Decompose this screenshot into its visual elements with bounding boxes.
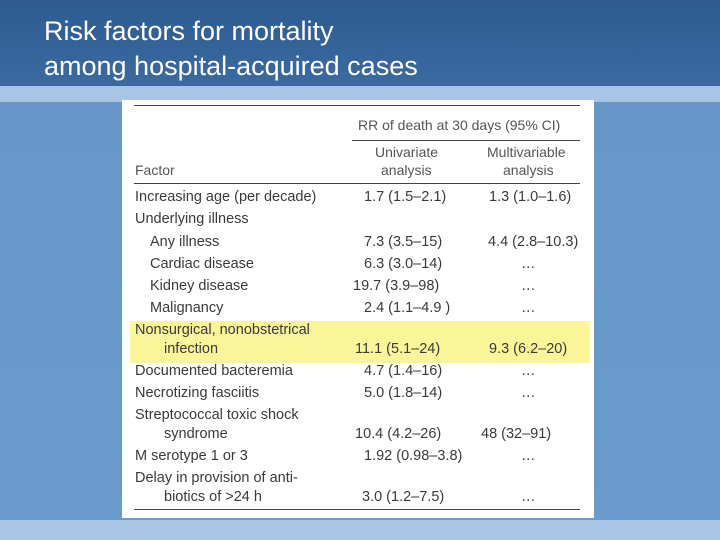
- table-bottom-rule: [134, 509, 580, 510]
- row-multivariable: 48 (32–91): [481, 426, 552, 442]
- row-multivariable: 1.3 (1.0–1.6): [489, 189, 572, 205]
- row-univariate: 4.7 (1.4–16): [364, 363, 443, 379]
- row-multivariable: …: [521, 363, 536, 379]
- row-univariate: 19.7 (3.9–98): [353, 278, 440, 294]
- row-univariate: 3.0 (1.2–7.5): [362, 489, 445, 505]
- header-bottom-rule: [134, 183, 580, 184]
- col-multivariable-line1: Multivariable: [487, 144, 566, 160]
- row-univariate: 6.3 (3.0–14): [364, 256, 443, 272]
- row-factor: Malignancy: [150, 300, 224, 316]
- group-header: RR of death at 30 days (95% CI): [358, 117, 561, 133]
- col-univariate-line1: Univariate: [375, 144, 439, 160]
- row-multivariable: 9.3 (6.2–20): [489, 341, 568, 357]
- row-factor: Documented bacteremia: [135, 363, 293, 379]
- row-factor-line1: Delay in provision of anti-: [135, 470, 298, 486]
- row-univariate: 1.92 (0.98–3.8): [364, 448, 463, 464]
- row-multivariable: …: [521, 385, 536, 401]
- row-multivariable: …: [521, 256, 536, 272]
- row-univariate: 1.7 (1.5–2.1): [364, 189, 447, 205]
- row-multivariable: …: [521, 448, 536, 464]
- row-univariate: 7.3 (3.5–15): [364, 234, 443, 250]
- row-multivariable: …: [521, 489, 536, 505]
- row-factor-line2: biotics of >24 h: [164, 489, 262, 505]
- row-factor: Necrotizing fasciitis: [135, 385, 260, 401]
- row-univariate: 5.0 (1.8–14): [364, 385, 443, 401]
- row-factor: Underlying illness: [135, 211, 249, 227]
- row-multivariable: …: [521, 278, 536, 294]
- row-factor-line1: Nonsurgical, nonobstetrical: [135, 322, 310, 338]
- row-factor: Cardiac disease: [150, 256, 254, 272]
- row-factor-line1: Streptococcal toxic shock: [135, 407, 299, 423]
- slide-title: Risk factors for mortality among hospital-acquired cases: [44, 16, 418, 81]
- row-factor: Kidney disease: [150, 278, 249, 294]
- footer-stripe: [0, 520, 720, 540]
- row-factor: M serotype 1 or 3: [135, 448, 248, 464]
- row-univariate: 10.4 (4.2–26): [355, 426, 442, 442]
- table-top-rule: [134, 105, 580, 106]
- group-header-rule: [352, 140, 580, 141]
- col-multivariable-line2: analysis: [503, 162, 554, 178]
- row-univariate: 11.1 (5.1–24): [355, 341, 441, 357]
- row-factor-line2: infection: [164, 341, 219, 357]
- row-univariate: 2.4 (1.1–4.9 ): [364, 300, 451, 316]
- col-factor: Factor: [135, 162, 175, 178]
- row-factor: Any illness: [150, 234, 220, 250]
- row-factor-line2: syndrome: [164, 426, 228, 442]
- row-factor: Increasing age (per decade): [135, 189, 317, 205]
- col-univariate-line2: analysis: [381, 162, 432, 178]
- row-multivariable: …: [521, 300, 536, 316]
- row-multivariable: 4.4 (2.8–10.3): [488, 234, 579, 250]
